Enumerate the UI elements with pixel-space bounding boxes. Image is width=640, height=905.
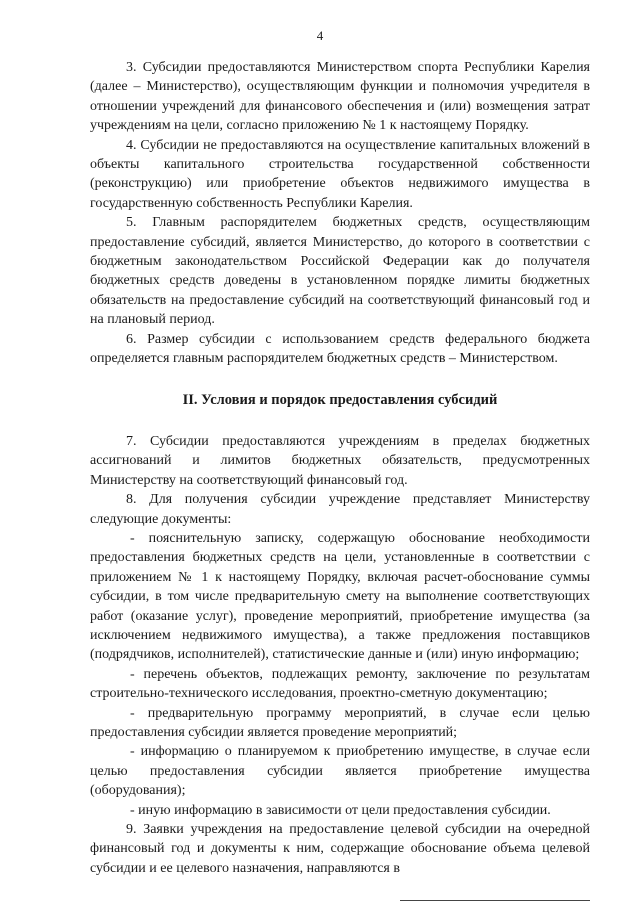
paragraph-5: 5. Главным распорядителем бюджетных средств, осуществляющим предоставление субсидий, является Министерство, до которого в соответствии с бюджетным законодательством Российской Федерации как до получателя бюджетных средств доведены в установленном порядке лимиты бюджетных обязательств на предоставление субсидий на соответствующий финансовый год и на плановый период.	[90, 215, 590, 328]
paragraph-3: 3. Субсидии предоставляются Министерством спорта Республики Карелия (далее – Министерство), осуществляющим функции и полномочия учредителя в отношении учреждений для финансового обеспечения и (или) возмещения затрат учреждениям на цели, согласно приложению № 1 к настоящему Порядку.	[90, 60, 590, 134]
paragraph-9: 9. Заявки учреждения на предоставление целевой субсидии на очередной финансовый год и документы к ним, содержащие обоснование объема целевой субсидии и ее целевого назначения, направляются в	[90, 822, 590, 876]
list-item-event-program: - предварительную программу мероприятий, в случае если целью предоставления субсидии является проведение мероприятий;	[90, 705, 590, 740]
paragraph-6: 6. Размер субсидии с использованием средств федерального бюджета определяется главным распорядителем бюджетных средств – Министерством.	[90, 331, 590, 367]
document-body	[90, 58, 590, 878]
list-item-objects-list: - перечень объектов, подлежащих ремонту, заключение по результатам строительно-технического исследования, проектно-сметную документацию;	[90, 666, 590, 702]
paragraph-7: 7. Субсидии предоставляются учреждениям в пределах бюджетных ассигнований и лимитов бюджетных обязательств, предусмотренных Министерству на соответствующий финансовый год.	[90, 433, 590, 488]
section-title: II. Условия и порядок предоставления субсидий	[182, 391, 498, 408]
list-item-property-info: - информацию о планируемом к приобретению имуществе, в случае если целью предоставления субсидии является приобретение имущества (оборудования);	[90, 744, 590, 799]
page-number: 4	[316, 28, 324, 43]
list-item-explanatory-note: - пояснительную записку, содержащую обоснование необходимости предоставления бюджетных средств на цели, установленные в соответствии с приложением № 1 к настоящему Порядку, включая расчет-обоснование суммы субсидии, в том числе предварительную смету на выполнение соответствующих работ (оказание услуг), проведение мероприятий, приобретение имущества (за исключением недвижимого имущества), а также предложения поставщиков (подрядчиков, исполнителей), статистические данные и (или) иную информацию;	[90, 530, 590, 663]
bottom-rule	[400, 900, 590, 901]
list-item-other-info: - иную информацию в зависимости от цели предоставления субсидии.	[130, 802, 551, 818]
paragraph-4: 4. Субсидии не предоставляются на осуществление капитальных вложений в объекты капитального строительства государственной собственности (реконструкцию) или приобретение объектов недвижимого имущества в государственную собственность Республики Карелия.	[90, 137, 590, 211]
paragraph-8: 8. Для получения субсидии учреждение представляет Министерству следующие документы:	[90, 492, 590, 527]
